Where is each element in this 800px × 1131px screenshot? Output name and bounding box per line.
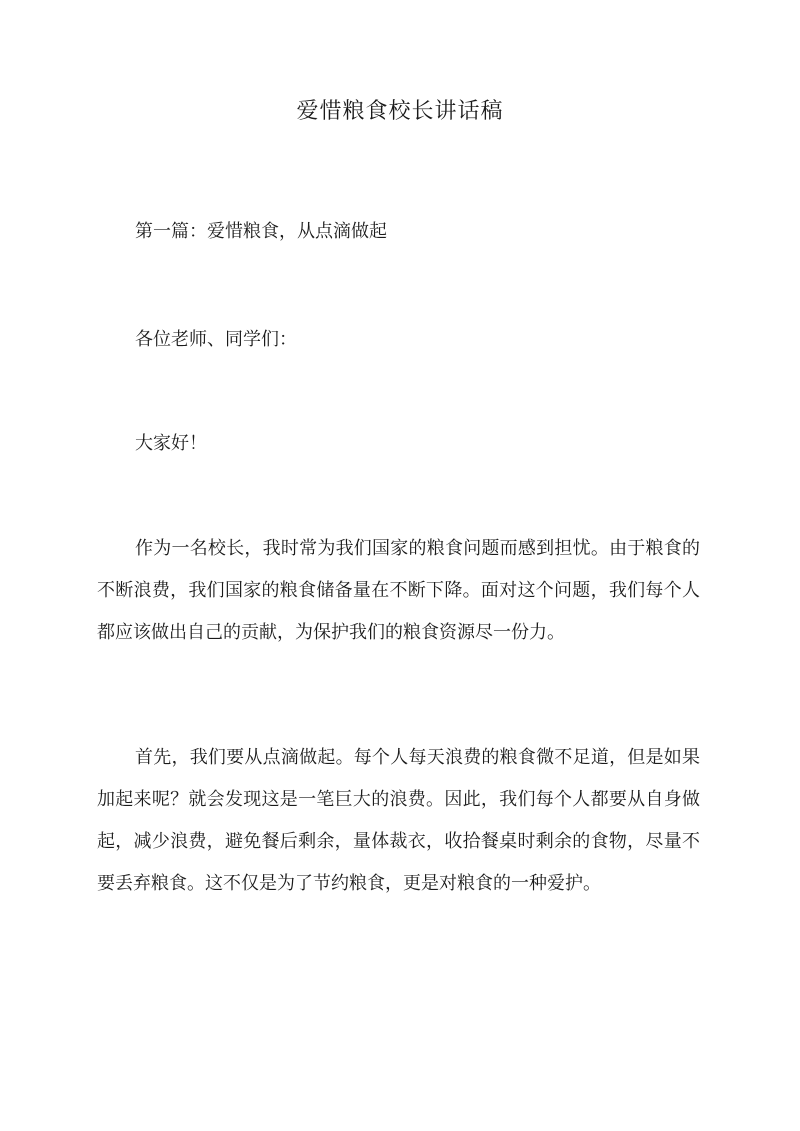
body-paragraph-1: 作为一名校长，我时常为我们国家的粮食问题而感到担忧。由于粮食的不断浪费，我们国家的粮食储备量在不断下降。面对这个问题，我们每个人都应该做出自己的贡献，为保护我们的粮食资源尽一份力。 [97,538,700,643]
greeting-paragraph: 各位老师、同学们： [135,329,297,350]
body-paragraph-2: 首先，我们要从点滴做起。每个人每天浪费的粮食微不足道，但是如果加起来呢？就会发现这是一笔巨大的浪费。因此，我们每个人都要从自身做起，减少浪费，避免餐后剩余，量体裁衣，收拾餐桌时剩余的食物，尽量不要丢弃粮食。这不仅是为了节约粮食，更是对粮食的一种爱护。 [97,747,700,894]
document-title: 爱惜粮食校长讲话稿 [296,99,504,124]
section-heading: 第一篇：爱惜粮食，从点滴做起 [135,221,387,242]
hello-paragraph: 大家好！ [135,433,207,454]
